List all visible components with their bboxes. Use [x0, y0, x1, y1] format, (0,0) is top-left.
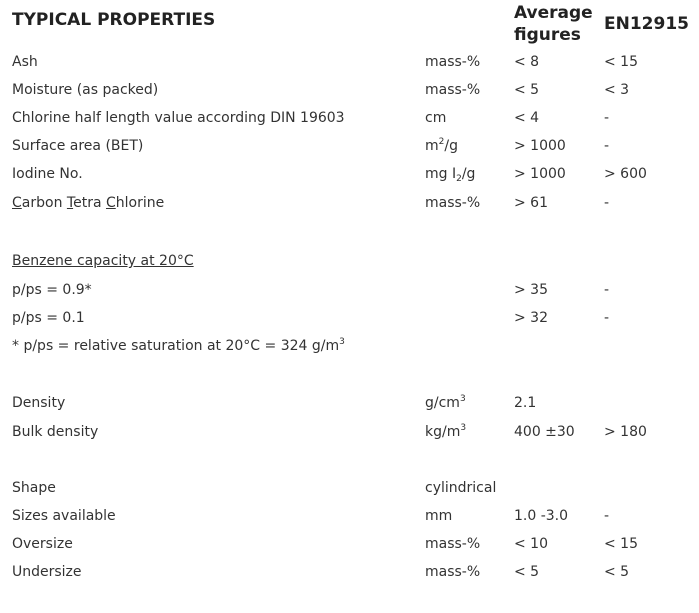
property-name: Oversize	[12, 536, 73, 552]
property-unit: $kg/m^3$	[425, 423, 467, 440]
table-row-oversize	[0, 534, 699, 554]
property-name: Surface area (BET)	[12, 138, 144, 154]
property-unit: cm	[425, 110, 447, 126]
property-standard: < 5	[604, 564, 630, 580]
property-average: < 5	[514, 82, 540, 98]
property-standard: > 180	[604, 424, 647, 440]
property-unit: $g/cm^3$	[425, 394, 466, 411]
property-average: > 35	[514, 282, 548, 298]
standard-header: EN12915	[604, 14, 689, 34]
property-standard: -	[604, 282, 610, 298]
property-unit: mass-%	[425, 82, 481, 98]
table-row-benzene-0-9	[0, 280, 699, 300]
property-name: Ash	[12, 54, 38, 70]
table-row-shape	[0, 478, 699, 498]
property-average: > 1000	[514, 166, 566, 182]
property-average: > 61	[514, 195, 548, 211]
property-name: p/ps = 0.1	[12, 310, 85, 326]
table-row-sizes-available	[0, 506, 699, 526]
property-standard: < 15	[604, 54, 638, 70]
property-average: < 8	[514, 54, 540, 70]
property-name: Shape	[12, 480, 56, 496]
benzene-heading: Benzene capacity at 20°C	[12, 253, 194, 269]
table-title: TYPICAL PROPERTIES	[12, 10, 216, 30]
property-average: < 10	[514, 536, 548, 552]
property-name: Chlorine half length value according DIN 19603	[12, 110, 345, 126]
table-row-density	[0, 393, 699, 413]
property-unit: mass-%	[425, 536, 481, 552]
property-name: Carbon Tetra Chlorine	[12, 195, 165, 211]
property-average: 2.1	[514, 395, 537, 411]
property-unit: $m^2/g$	[425, 137, 458, 154]
benzene-footnote	[0, 336, 699, 356]
table-row-carbon-tetra-chlorine	[0, 193, 699, 213]
property-unit: mass-%	[425, 564, 481, 580]
table-row-chlorine-half-length	[0, 108, 699, 128]
benzene-section-heading	[0, 251, 699, 271]
property-unit: mm	[425, 508, 453, 524]
table-row-ash	[0, 52, 699, 72]
property-average: < 5	[514, 564, 540, 580]
property-standard: < 15	[604, 536, 638, 552]
footnote-text: * p/ps = relative saturation at 20°C = 324 $g/m^3$	[12, 337, 345, 354]
table-row-iodine	[0, 164, 699, 184]
property-name: Sizes available	[12, 508, 116, 524]
table-row-bulk-density	[0, 422, 699, 442]
property-name: Moisture (as packed)	[12, 82, 159, 98]
property-standard: -	[604, 310, 610, 326]
table-row-benzene-0-1	[0, 308, 699, 328]
property-unit: mass-%	[425, 54, 481, 70]
property-average: > 1000	[514, 138, 566, 154]
property-average: 1.0 -3.0	[514, 508, 569, 524]
property-average: > 32	[514, 310, 548, 326]
average-figures-header	[514, 2, 593, 46]
property-standard: -	[604, 110, 610, 126]
property-name: p/ps = 0.9*	[12, 282, 92, 298]
property-name: Iodine No.	[12, 166, 83, 182]
property-unit: mg $I_2/g$	[425, 166, 476, 184]
average-figures-line1: Average	[514, 3, 593, 23]
property-average: < 4	[514, 110, 540, 126]
property-name: Bulk density	[12, 424, 99, 440]
property-unit: mass-%	[425, 195, 481, 211]
table-row-undersize	[0, 562, 699, 582]
property-standard: > 600	[604, 166, 647, 182]
property-standard: < 3	[604, 82, 630, 98]
property-unit: cylindrical	[425, 480, 497, 496]
property-standard: -	[604, 138, 610, 154]
property-standard: -	[604, 508, 610, 524]
property-name: Density	[12, 395, 66, 411]
property-name: Undersize	[12, 564, 82, 580]
average-figures-line2: figures	[514, 25, 581, 45]
property-average: 400 ±30	[514, 424, 575, 440]
table-row-surface-area	[0, 136, 699, 156]
table-row-moisture	[0, 80, 699, 100]
property-standard: -	[604, 195, 610, 211]
